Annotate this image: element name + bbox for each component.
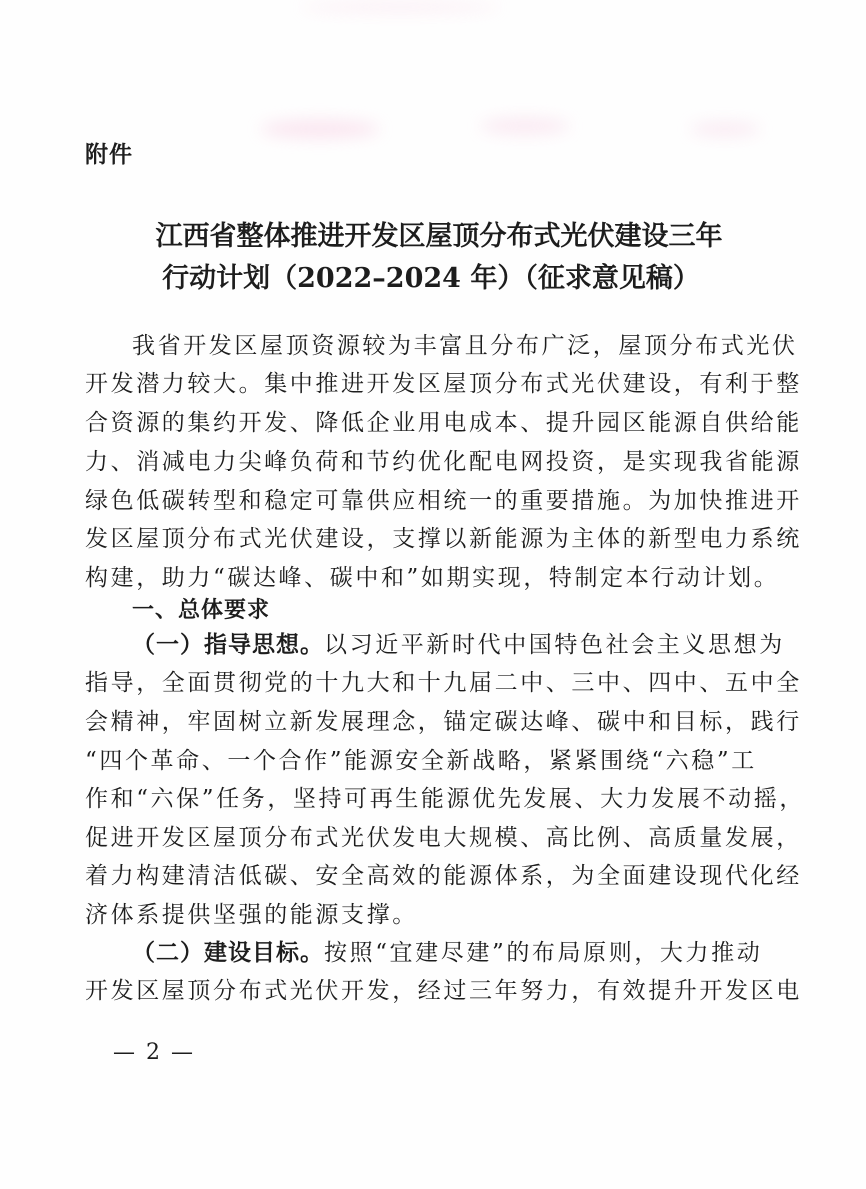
- guiding-line-4: “四个革命、一个合作”能源安全新战略，紧紧围绕“六稳”工: [85, 748, 757, 774]
- document-title-line-2: 行动计划（2022–2024 年）（征求意见稿）: [162, 263, 700, 294]
- document-title-line-1: 江西省整体推进开发区屋顶分布式光伏建设三年: [155, 221, 723, 252]
- guiding-line-8: 济体系提供坚强的能源支撑。: [85, 902, 418, 928]
- page-number: — 2 —: [113, 1040, 195, 1065]
- guiding-line-1: [132, 630, 832, 660]
- scan-smudge: [690, 122, 760, 136]
- goal-line-1: [132, 938, 832, 968]
- scan-smudge: [260, 120, 380, 138]
- guiding-line-3: 会精神，牢固树立新发展理念，锚定碳达峰、碳中和目标，践行: [85, 709, 802, 735]
- goal-first-rest: 按照“宜建尽建”的布局原则，大力推动: [324, 940, 763, 966]
- guiding-line-5: 作和“六保”任务，坚持可再生能源优先发展、大力发展不动摇，: [85, 786, 805, 812]
- attachment-label: 附件: [85, 142, 133, 168]
- section-heading: 一、总体要求: [132, 598, 271, 623]
- intro-line-7: 构建，助力“碳达峰、碳中和”如期实现，特制定本行动计划。: [85, 565, 780, 591]
- intro-line-2: 开发潜力较大。集中推进开发区屋顶分布式光伏建设，有利于整: [85, 371, 802, 397]
- scan-smudge: [300, 2, 500, 12]
- guiding-first-rest: 以习近平新时代中国特色社会主义思想为: [324, 632, 785, 658]
- intro-line-3: 合资源的集约开发、降低企业用电成本、提升园区能源自供给能: [85, 410, 802, 436]
- intro-line-1: 我省开发区屋顶资源较为丰富且分布广泛，屋顶分布式光伏: [132, 333, 798, 359]
- intro-line-4: 力、消减电力尖峰负荷和节约优化配电网投资，是实现我省能源: [85, 449, 802, 475]
- intro-line-5: 绿色低碳转型和稳定可靠供应相统一的重要措施。为加快推进开: [85, 488, 802, 514]
- goal-lead: （二）建设目标。: [132, 940, 324, 966]
- scan-smudge: [480, 118, 570, 134]
- guiding-line-2: 指导，全面贯彻党的十九大和十九届二中、三中、四中、五中全: [85, 670, 802, 696]
- guiding-lead: （一）指导思想。: [132, 632, 324, 658]
- guiding-line-7: 着力构建清洁低碳、安全高效的能源体系，为全面建设现代化经: [85, 863, 802, 889]
- intro-line-6: 发区屋顶分布式光伏建设，支撑以新能源为主体的新型电力系统: [85, 526, 802, 552]
- goal-line-2: 开发区屋顶分布式光伏开发，经过三年努力，有效提升开发区电: [85, 978, 802, 1004]
- guiding-line-6: 促进开发区屋顶分布式光伏发电大规模、高比例、高质量发展，: [85, 825, 802, 851]
